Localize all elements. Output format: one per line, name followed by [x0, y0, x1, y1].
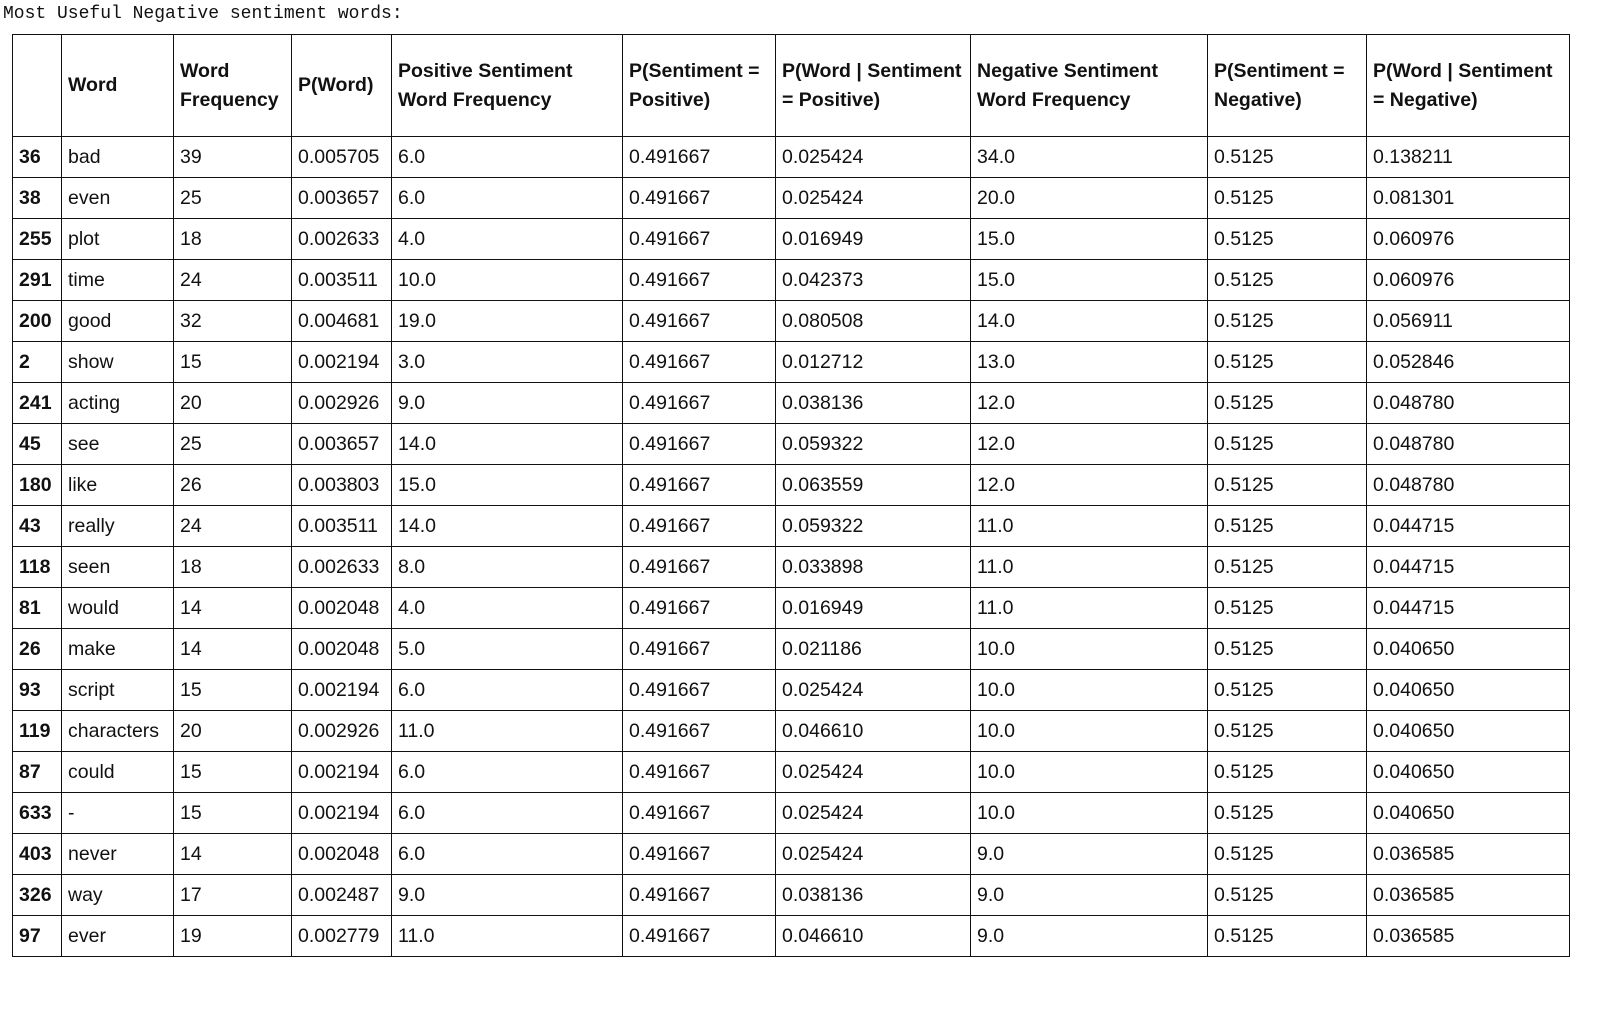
- table-cell: 0.025424: [776, 834, 971, 875]
- table-row: [13, 301, 1570, 342]
- table-cell: 15: [174, 670, 292, 711]
- table-cell: 0.040650: [1367, 629, 1570, 670]
- table-row: [13, 629, 1570, 670]
- table-cell: 12.0: [971, 465, 1208, 506]
- table-cell: 0.046610: [776, 711, 971, 752]
- table-cell: 0.491667: [623, 629, 776, 670]
- table-cell: 0.038136: [776, 875, 971, 916]
- table-body: [13, 137, 1570, 957]
- row-index: 26: [13, 629, 62, 670]
- table-cell: even: [62, 178, 174, 219]
- table-cell: 11.0: [392, 711, 623, 752]
- table-cell: 0.059322: [776, 506, 971, 547]
- table-cell: 0.491667: [623, 834, 776, 875]
- table-cell: 0.491667: [623, 342, 776, 383]
- table-cell: time: [62, 260, 174, 301]
- table-cell: 15: [174, 793, 292, 834]
- table-row: [13, 260, 1570, 301]
- table-cell: 0.002194: [292, 670, 392, 711]
- table-cell: 0.046610: [776, 916, 971, 957]
- table-cell: 0.5125: [1208, 711, 1367, 752]
- table-cell: 11.0: [971, 588, 1208, 629]
- table-cell: 14: [174, 588, 292, 629]
- table-row: [13, 137, 1570, 178]
- table-cell: 0.491667: [623, 424, 776, 465]
- table-cell: 0.012712: [776, 342, 971, 383]
- table-cell: 14.0: [392, 424, 623, 465]
- row-index: 291: [13, 260, 62, 301]
- table-cell: 0.002926: [292, 711, 392, 752]
- table-cell: 6.0: [392, 793, 623, 834]
- table-cell: 20.0: [971, 178, 1208, 219]
- table-cell: 34.0: [971, 137, 1208, 178]
- table-cell: 0.025424: [776, 670, 971, 711]
- table-cell: 0.491667: [623, 219, 776, 260]
- row-index: 633: [13, 793, 62, 834]
- column-header: Word Frequency: [174, 35, 292, 137]
- table-cell: 0.036585: [1367, 875, 1570, 916]
- table-row: [13, 424, 1570, 465]
- row-index: 36: [13, 137, 62, 178]
- table-cell: 0.056911: [1367, 301, 1570, 342]
- table-cell: 10.0: [971, 670, 1208, 711]
- table-cell: show: [62, 342, 174, 383]
- table-cell: make: [62, 629, 174, 670]
- table-cell: 0.002194: [292, 752, 392, 793]
- table-cell: 0.060976: [1367, 260, 1570, 301]
- table-cell: 0.5125: [1208, 137, 1367, 178]
- table-cell: 0.5125: [1208, 547, 1367, 588]
- table-cell: 6.0: [392, 178, 623, 219]
- table-cell: 0.5125: [1208, 219, 1367, 260]
- table-cell: 0.5125: [1208, 301, 1367, 342]
- table-cell: never: [62, 834, 174, 875]
- column-header: P(Word): [292, 35, 392, 137]
- table-cell: 0.040650: [1367, 711, 1570, 752]
- table-cell: 0.002048: [292, 834, 392, 875]
- table-cell: 0.5125: [1208, 629, 1367, 670]
- table-cell: acting: [62, 383, 174, 424]
- table-cell: 0.002048: [292, 588, 392, 629]
- table-cell: see: [62, 424, 174, 465]
- table-cell: 0.491667: [623, 301, 776, 342]
- table-cell: 0.5125: [1208, 178, 1367, 219]
- table-row: [13, 342, 1570, 383]
- table-cell: 0.048780: [1367, 383, 1570, 424]
- table-cell: 0.003803: [292, 465, 392, 506]
- table-cell: 0.080508: [776, 301, 971, 342]
- row-index: 118: [13, 547, 62, 588]
- table-cell: 0.033898: [776, 547, 971, 588]
- table-cell: 39: [174, 137, 292, 178]
- table-cell: 0.002487: [292, 875, 392, 916]
- table-cell: 0.491667: [623, 137, 776, 178]
- row-index: 38: [13, 178, 62, 219]
- table-cell: 10.0: [392, 260, 623, 301]
- table-cell: 0.021186: [776, 629, 971, 670]
- table-cell: 13.0: [971, 342, 1208, 383]
- table-cell: 5.0: [392, 629, 623, 670]
- table-cell: 0.044715: [1367, 588, 1570, 629]
- table-row: [13, 793, 1570, 834]
- table-cell: 10.0: [971, 752, 1208, 793]
- table-cell: 0.025424: [776, 752, 971, 793]
- row-index: 87: [13, 752, 62, 793]
- column-header: P(Sentiment = Positive): [623, 35, 776, 137]
- index-column-header: [13, 35, 62, 137]
- table-cell: would: [62, 588, 174, 629]
- table-cell: 0.040650: [1367, 793, 1570, 834]
- table-cell: 14.0: [392, 506, 623, 547]
- table-cell: 0.063559: [776, 465, 971, 506]
- table-cell: 0.5125: [1208, 793, 1367, 834]
- table-cell: characters: [62, 711, 174, 752]
- table-cell: 9.0: [392, 383, 623, 424]
- table-cell: 0.002633: [292, 219, 392, 260]
- table-cell: could: [62, 752, 174, 793]
- table-cell: 0.003511: [292, 260, 392, 301]
- table-cell: 8.0: [392, 547, 623, 588]
- table-cell: 14: [174, 629, 292, 670]
- table-cell: 10.0: [971, 711, 1208, 752]
- table-cell: 0.5125: [1208, 424, 1367, 465]
- table-cell: 0.025424: [776, 137, 971, 178]
- table-row: [13, 219, 1570, 260]
- table-cell: 0.491667: [623, 670, 776, 711]
- table-cell: 9.0: [392, 875, 623, 916]
- row-index: 403: [13, 834, 62, 875]
- table-cell: 0.002194: [292, 342, 392, 383]
- table-cell: 14: [174, 834, 292, 875]
- table-cell: 0.036585: [1367, 834, 1570, 875]
- table-cell: 0.491667: [623, 875, 776, 916]
- row-index: 241: [13, 383, 62, 424]
- table-cell: 0.5125: [1208, 875, 1367, 916]
- table-cell: 9.0: [971, 916, 1208, 957]
- row-index: 93: [13, 670, 62, 711]
- table-cell: 0.042373: [776, 260, 971, 301]
- table-cell: 0.5125: [1208, 260, 1367, 301]
- table-cell: 0.491667: [623, 588, 776, 629]
- row-index: 200: [13, 301, 62, 342]
- table-cell: 32: [174, 301, 292, 342]
- table-cell: 15.0: [971, 260, 1208, 301]
- table-cell: 19.0: [392, 301, 623, 342]
- table-cell: script: [62, 670, 174, 711]
- table-row: [13, 670, 1570, 711]
- table-cell: 0.491667: [623, 916, 776, 957]
- table-row: [13, 383, 1570, 424]
- table-cell: 18: [174, 219, 292, 260]
- table-cell: 0.059322: [776, 424, 971, 465]
- table-row: [13, 465, 1570, 506]
- table-cell: 11.0: [971, 547, 1208, 588]
- table-cell: 0.5125: [1208, 834, 1367, 875]
- table-cell: 0.002926: [292, 383, 392, 424]
- table-cell: 0.491667: [623, 383, 776, 424]
- table-cell: 14.0: [971, 301, 1208, 342]
- table-cell: 0.491667: [623, 752, 776, 793]
- table-cell: -: [62, 793, 174, 834]
- table-cell: 0.025424: [776, 178, 971, 219]
- table-cell: 11.0: [392, 916, 623, 957]
- row-index: 97: [13, 916, 62, 957]
- column-header: P(Word | Sentiment = Positive): [776, 35, 971, 137]
- column-header: P(Word | Sentiment = Negative): [1367, 35, 1570, 137]
- row-index: 43: [13, 506, 62, 547]
- table-cell: 0.5125: [1208, 465, 1367, 506]
- table-cell: bad: [62, 137, 174, 178]
- table-cell: 0.5125: [1208, 916, 1367, 957]
- table-cell: 11.0: [971, 506, 1208, 547]
- table-cell: 20: [174, 383, 292, 424]
- table-cell: 0.5125: [1208, 342, 1367, 383]
- table-row: [13, 547, 1570, 588]
- table-cell: 0.016949: [776, 219, 971, 260]
- table-cell: 0.491667: [623, 711, 776, 752]
- table-cell: 15: [174, 752, 292, 793]
- table-cell: 0.036585: [1367, 916, 1570, 957]
- table-cell: way: [62, 875, 174, 916]
- table-cell: 0.491667: [623, 260, 776, 301]
- table-cell: 10.0: [971, 629, 1208, 670]
- table-cell: 10.0: [971, 793, 1208, 834]
- table-row: [13, 752, 1570, 793]
- table-cell: 4.0: [392, 588, 623, 629]
- table-cell: 19: [174, 916, 292, 957]
- table-cell: 3.0: [392, 342, 623, 383]
- table-cell: like: [62, 465, 174, 506]
- table-row: [13, 178, 1570, 219]
- table-cell: 6.0: [392, 670, 623, 711]
- table-cell: 9.0: [971, 875, 1208, 916]
- table-cell: 24: [174, 260, 292, 301]
- table-cell: 0.491667: [623, 547, 776, 588]
- table-cell: 0.002048: [292, 629, 392, 670]
- row-index: 326: [13, 875, 62, 916]
- table-cell: 0.138211: [1367, 137, 1570, 178]
- table-header-row: [13, 35, 1570, 137]
- table-cell: 4.0: [392, 219, 623, 260]
- table-cell: 0.491667: [623, 506, 776, 547]
- table-cell: 9.0: [971, 834, 1208, 875]
- table-cell: 6.0: [392, 752, 623, 793]
- table-cell: 25: [174, 178, 292, 219]
- table-cell: 0.016949: [776, 588, 971, 629]
- table-cell: 24: [174, 506, 292, 547]
- row-index: 2: [13, 342, 62, 383]
- table-cell: 15.0: [971, 219, 1208, 260]
- table-cell: 0.044715: [1367, 547, 1570, 588]
- table-cell: 26: [174, 465, 292, 506]
- table-cell: 18: [174, 547, 292, 588]
- table-cell: 15.0: [392, 465, 623, 506]
- table-cell: 0.491667: [623, 793, 776, 834]
- table-row: [13, 506, 1570, 547]
- table-cell: 0.5125: [1208, 670, 1367, 711]
- table-row: [13, 588, 1570, 629]
- table-cell: 6.0: [392, 834, 623, 875]
- table-cell: 17: [174, 875, 292, 916]
- table-row: [13, 916, 1570, 957]
- table-cell: 0.002633: [292, 547, 392, 588]
- table-cell: 12.0: [971, 424, 1208, 465]
- table-cell: 6.0: [392, 137, 623, 178]
- table-cell: 15: [174, 342, 292, 383]
- table-cell: 0.5125: [1208, 588, 1367, 629]
- table-cell: ever: [62, 916, 174, 957]
- table-cell: 0.002194: [292, 793, 392, 834]
- row-index: 180: [13, 465, 62, 506]
- table-cell: 0.044715: [1367, 506, 1570, 547]
- table-row: [13, 875, 1570, 916]
- table-cell: 0.052846: [1367, 342, 1570, 383]
- table-cell: 0.5125: [1208, 752, 1367, 793]
- table-cell: 0.491667: [623, 465, 776, 506]
- table-cell: 0.025424: [776, 793, 971, 834]
- table-cell: 0.003657: [292, 178, 392, 219]
- table-cell: 0.5125: [1208, 383, 1367, 424]
- table-cell: 0.081301: [1367, 178, 1570, 219]
- sentiment-words-table: [12, 34, 1570, 957]
- row-index: 45: [13, 424, 62, 465]
- table-cell: 0.003657: [292, 424, 392, 465]
- output-caption: Most Useful Negative sentiment words:: [3, 4, 403, 24]
- table-cell: 0.003511: [292, 506, 392, 547]
- table-cell: good: [62, 301, 174, 342]
- row-index: 119: [13, 711, 62, 752]
- column-header: Positive Sentiment Word Frequency: [392, 35, 623, 137]
- table-cell: 0.002779: [292, 916, 392, 957]
- table-row: [13, 711, 1570, 752]
- table-row: [13, 834, 1570, 875]
- table-cell: 0.060976: [1367, 219, 1570, 260]
- table-cell: 0.048780: [1367, 424, 1570, 465]
- table-cell: 0.038136: [776, 383, 971, 424]
- table-cell: 25: [174, 424, 292, 465]
- table-cell: plot: [62, 219, 174, 260]
- table-cell: 20: [174, 711, 292, 752]
- table-cell: 0.491667: [623, 178, 776, 219]
- column-header: P(Sentiment = Negative): [1208, 35, 1367, 137]
- table-cell: 0.040650: [1367, 752, 1570, 793]
- table-cell: seen: [62, 547, 174, 588]
- row-index: 255: [13, 219, 62, 260]
- table-cell: 0.040650: [1367, 670, 1570, 711]
- column-header: Word: [62, 35, 174, 137]
- table-cell: 0.005705: [292, 137, 392, 178]
- table-cell: 0.048780: [1367, 465, 1570, 506]
- table-cell: really: [62, 506, 174, 547]
- table-cell: 0.004681: [292, 301, 392, 342]
- table-cell: 0.5125: [1208, 506, 1367, 547]
- table-cell: 12.0: [971, 383, 1208, 424]
- column-header: Negative Sentiment Word Frequency: [971, 35, 1208, 137]
- row-index: 81: [13, 588, 62, 629]
